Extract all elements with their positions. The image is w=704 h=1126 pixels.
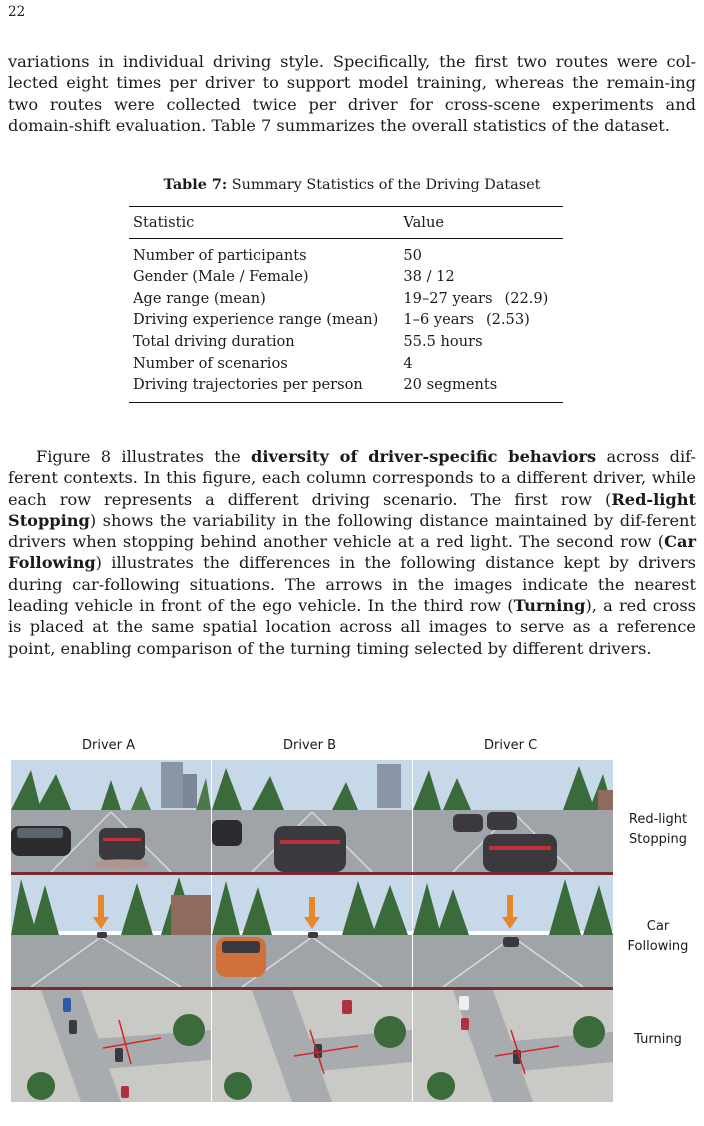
- image-driver-a-car-following: [11, 875, 211, 987]
- image-driver-b-turning: [212, 990, 412, 1102]
- table-cell-value: 4: [403, 354, 413, 372]
- table-cell-mean: (2.53): [485, 311, 530, 329]
- table-cell-statistic: Number of scenarios: [133, 354, 288, 372]
- table-cell-value: 50: [403, 246, 422, 264]
- table-cell-value: 55.5 hours: [403, 332, 483, 350]
- column-header-driver-c: Driver C: [484, 738, 538, 753]
- column-header-driver-b: Driver B: [283, 738, 337, 753]
- image-driver-b-red-light: [212, 760, 412, 872]
- table-caption: [0, 176, 704, 193]
- table-row: [129, 266, 563, 288]
- row-label-car-following: Car Following: [627, 919, 689, 954]
- table-cell-statistic: Number of participants: [133, 246, 307, 264]
- image-driver-a-red-light: [11, 760, 211, 872]
- page-number: 22: [8, 4, 26, 20]
- table-cell-value: 20 segments: [403, 376, 498, 394]
- table-row: [129, 288, 563, 310]
- table-row: [129, 309, 563, 331]
- image-driver-a-turning: [11, 990, 211, 1102]
- table-cell-statistic: Age range (mean): [133, 289, 266, 307]
- table-row: [129, 238, 563, 266]
- image-driver-c-red-light: [413, 760, 613, 872]
- table-cell-mean: (22.9): [504, 289, 549, 307]
- table-caption-text: Summary Statistics of the Driving Dataset: [231, 177, 541, 193]
- table-cell-value: 19–27 years (22.9): [403, 289, 549, 307]
- table-row: [129, 353, 563, 375]
- table-cell-statistic: Gender (Male / Female): [133, 268, 309, 286]
- paragraph-dataset-collection: variations in individual driving style. Specifically, the first two routes were col-lected eight times per driver to support model training, whereas the remain-ing two routes were collected twice per driver for cross-scene experiments and domain-shift evaluation. Table 7 summarizes the overall statistics of the dataset.: [8, 52, 696, 135]
- paragraph-figure-description: Figure 8 illustrates the diversity of driver-specific behaviors across dif-ferent contexts. In this figure, each column corresponds to a different driver, while each row represents a different driving scenario. The first row (Red-light Stopping) shows the variability in the following distance maintained by dif-ferent drivers when stopping behind another vehicle at a red light. The second row (Car Following) illustrates the differences in the following distance kept by drivers during car-following situations. The arrows in the images indicate the nearest leading vehicle in front of the ego vehicle. In the third row (Turning), a red cross is placed at the same spatial location across all images to serve as a reference point, enabling comparison of the turning timing selected by different drivers.: [8, 447, 697, 658]
- emphasis-diversity: diversity of driver-specific behaviors: [251, 447, 597, 466]
- table-header-statistic: Statistic: [133, 214, 195, 231]
- emphasis-car-following: Car Following: [8, 532, 696, 573]
- column-header-driver-a: Driver A: [82, 738, 136, 753]
- table-cell-statistic: Total driving duration: [133, 332, 295, 350]
- figure-driver-behaviors: [0, 730, 704, 1126]
- row-label-red-light-stopping: Red-light Stopping: [628, 812, 688, 847]
- table-row: [129, 331, 563, 353]
- image-driver-b-car-following: [212, 875, 412, 987]
- image-driver-c-car-following: [413, 875, 613, 987]
- table-header-value: Value: [403, 214, 444, 231]
- emphasis-turning: Turning: [513, 596, 586, 616]
- car-icon: [11, 826, 71, 856]
- summary-statistics-table: [129, 206, 563, 403]
- table-row: [129, 374, 563, 402]
- table-cell-statistic: Driving experience range (mean): [133, 311, 379, 329]
- row-label-turning: Turning: [634, 1032, 682, 1047]
- table-caption-label: Table 7:: [163, 176, 228, 193]
- table-cell-statistic: Driving trajectories per person: [133, 376, 363, 394]
- table-cell-value: 1–6 years (2.53): [403, 311, 530, 329]
- image-driver-c-turning: [413, 990, 613, 1102]
- emphasis-red-light-stopping: Red-light Stopping: [8, 489, 696, 530]
- table-cell-value: 38 / 12: [403, 268, 455, 286]
